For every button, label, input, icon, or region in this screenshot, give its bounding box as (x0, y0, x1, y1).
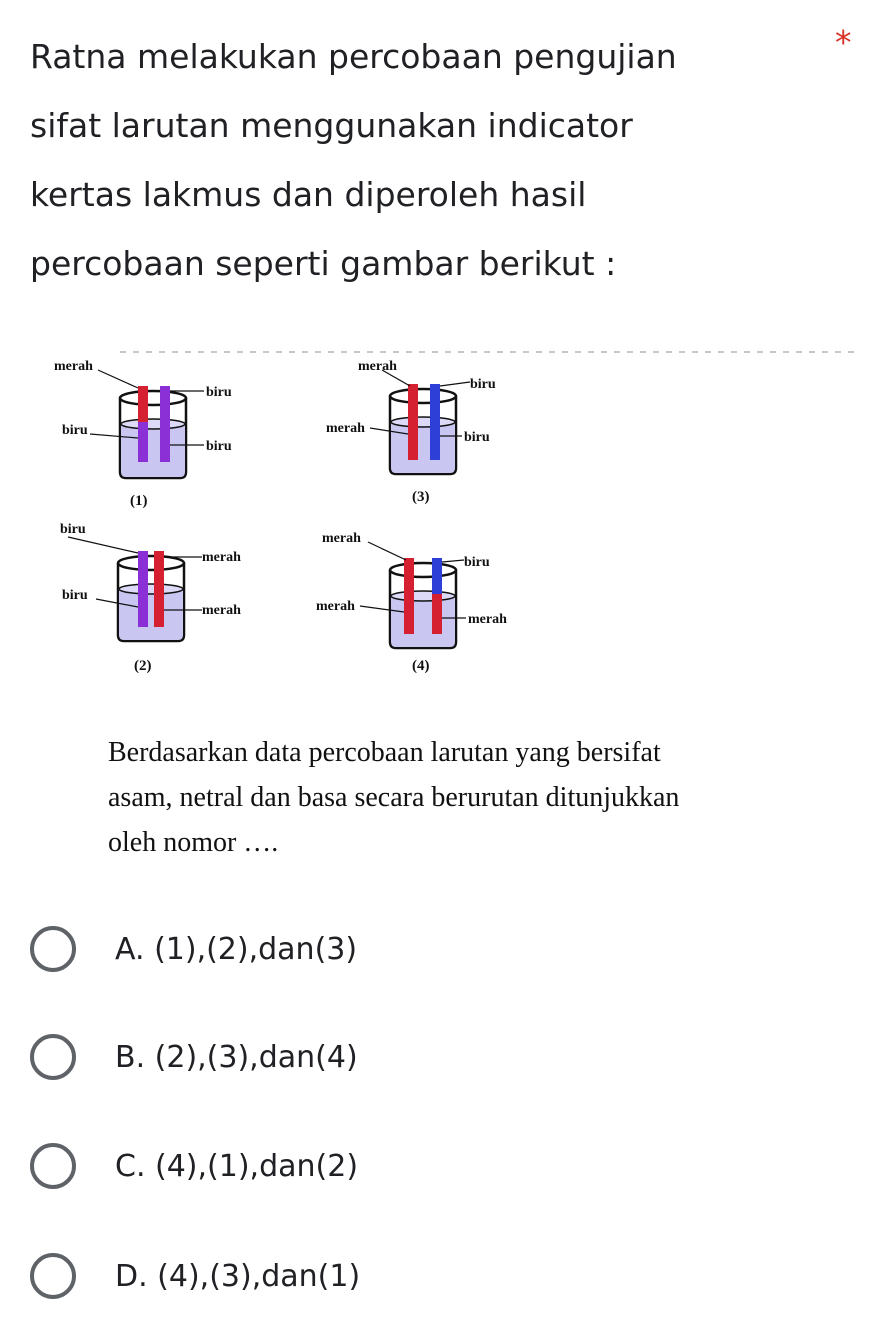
solution (119, 589, 183, 640)
beaker-4 (316, 531, 507, 674)
litmus-paper-bottom-left (138, 422, 148, 462)
beaker-3 (326, 359, 496, 505)
label-top-left: merah (358, 359, 397, 374)
label-bottom-right: merah (202, 603, 241, 618)
litmus-experiment-figure (0, 330, 872, 700)
question-line: percobaan seperti gambar berikut : (30, 244, 617, 283)
litmus-paper-top-left (138, 551, 148, 587)
litmus-paper-bottom-left (408, 420, 418, 460)
sub-question-line: oleh nomor …. (108, 827, 279, 858)
litmus-paper-top-left (404, 558, 414, 594)
label-bottom-right: merah (468, 612, 507, 627)
sub-question-line: Berdasarkan data percobaan larutan yang bersifat (108, 737, 661, 768)
litmus-paper-top-right (432, 558, 442, 594)
label-top-right: biru (464, 555, 490, 570)
solution-surface (119, 584, 183, 594)
litmus-paper-bottom-right (160, 422, 170, 462)
radio-button[interactable] (30, 1143, 76, 1189)
label-bottom-left: biru (62, 423, 88, 438)
radio-button[interactable] (30, 926, 76, 972)
label-top-right: biru (206, 385, 232, 400)
solution-surface (121, 419, 185, 429)
label-top-left: merah (322, 531, 361, 546)
solution-surface (391, 417, 455, 427)
label-bottom-right: biru (464, 430, 490, 445)
litmus-paper-bottom-right (430, 420, 440, 460)
required-asterisk: * (835, 23, 852, 62)
solution-surface (391, 591, 455, 601)
solution (391, 422, 455, 473)
litmus-paper-top-right (154, 551, 164, 587)
label-bottom-left: biru (62, 588, 88, 603)
sub-question-line: asam, netral dan basa secara berurutan ditunjukkan (108, 782, 680, 813)
option-d[interactable] (30, 1236, 730, 1316)
option-label: A. (1),(2),dan(3) (115, 931, 358, 967)
option-label: B. (2),(3),dan(4) (115, 1039, 358, 1075)
litmus-paper-bottom-right (432, 594, 442, 634)
option-label: C. (4),(1),dan(2) (115, 1148, 359, 1184)
beaker-number: (2) (134, 658, 152, 674)
litmus-paper-top-right (430, 384, 440, 420)
option-label: D. (4),(3),dan(1) (115, 1258, 361, 1294)
option-b[interactable] (30, 1017, 730, 1097)
question-line: Ratna melakukan percobaan pengujian (30, 37, 677, 76)
beaker-number: (4) (412, 658, 430, 674)
beakers-illustration (0, 330, 872, 700)
solution (391, 596, 455, 647)
label-top-left: biru (60, 522, 86, 537)
label-bottom-left: merah (316, 599, 355, 614)
litmus-paper-top-left (408, 384, 418, 420)
litmus-paper-bottom-left (404, 594, 414, 634)
beaker-number: (1) (130, 493, 148, 509)
radio-button[interactable] (30, 1034, 76, 1080)
litmus-paper-top-right (160, 386, 170, 422)
label-bottom-left: merah (326, 421, 365, 436)
litmus-paper-top-left (138, 386, 148, 422)
litmus-paper-bottom-right (154, 587, 164, 627)
option-a[interactable] (30, 909, 730, 989)
solution (121, 424, 185, 477)
label-top-right: merah (202, 550, 241, 565)
label-bottom-right: biru (206, 439, 232, 454)
question-line: kertas lakmus dan diperoleh hasil (30, 175, 587, 214)
label-top-right: biru (470, 377, 496, 392)
question-text (30, 22, 810, 298)
question-line: sifat larutan menggunakan indicator (30, 106, 633, 145)
sub-question-text (108, 730, 858, 865)
beaker-2 (60, 522, 241, 674)
beaker-number: (3) (412, 489, 430, 505)
litmus-paper-bottom-left (138, 587, 148, 627)
option-c[interactable] (30, 1126, 730, 1206)
radio-button[interactable] (30, 1253, 76, 1299)
beaker-1 (54, 359, 232, 509)
label-top-left: merah (54, 359, 93, 374)
